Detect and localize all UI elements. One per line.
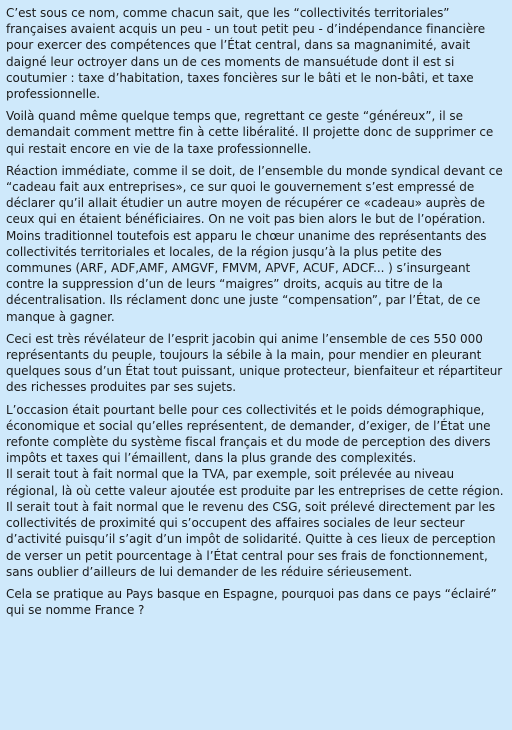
- paragraph-state-intent: Voilà quand même quelque temps que, regrettant ce geste “généreux”, il se demandait comment mettre fin à cette libéralité. Il projette donc de supprimer ce qui restait encore en vie de la taxe professionnelle.: [6, 109, 494, 156]
- paragraph-tax-origin: C’est sous ce nom, comme chacun sait, que les “collectivités territoriales” françaises avaient acquis un peu - un tout petit peu - d’indépendance financière pour exercer des compétences que l’État central, dans sa magnanimité, avait daigné leur octroyer dans un de ces moments de mansuétude dont il est si coutumier : taxe d’habitation, taxes foncières sur le bâti et le non-bâti, et taxe professionnelle.: [6, 6, 486, 102]
- paragraph-basque-example: Cela se pratique au Pays basque en Espagne, pourquoi pas dans ce pays “éclairé” qui se nomme France ?: [6, 586, 497, 618]
- paragraph-regional-tva: Il serait tout à fait normal que la TVA, par exemple, soit prélevée au niveau régional, là où cette valeur ajoutée est produite par les entreprises de cette région. Il serait tout à fait normal que le revenu des CSG, soit prélevé directement par les collectivités de proximité qui s’occupent des affaires sociales de leur secteur d’activité puisqu’il s’agit d’un impôt de solidarité. Quitte à ces lieux de perception de verser un petit pourcentage à l’État central pour ses frais de fonctionnement, sans oublier d’ailleurs de lui demander de les réduire sérieusement.: [6, 467, 504, 579]
- paragraph-jacobin-spirit: Ceci est très révélateur de l’esprit jacobin qui anime l’ensemble de ces 550 000 représentants du peuple, toujours la sébile à la main, pour mendier en pleurant quelques sous d’un État tout puissant, unique protecteur, bienfaiteur et répartiteur des richesses produites par ses sujets.: [6, 331, 503, 395]
- paragraph-union-reaction: Réaction immédiate, comme il se doit, de l’ensemble du monde syndical devant ce “cadeau fait aux entreprises», ce sur quoi le gouvernement s’est empressé de déclarer qu’il allait étudier un autre moyen de récupérer ce «cadeau» auprès de ceux qui en étaient bénéficiaires. On ne voit pas bien alors le but de l’opération.: [6, 163, 503, 227]
- paragraph-local-representatives: Moins traditionnel toutefois est apparu le chœur unanime des représentants des collectivités territoriales et locales, de la région jusqu’à la plus petite des communes (ARF, ADF,AMF, AMGVF, FMVM, APVF, ACUF, ADCF... ) s’insurgeant contre la suppression d’un de leurs “maigres” droits, acquis au titre de la décentralisation. Ils réclament donc une juste “compensation”, par l’État, de ce manque à gagner.: [6, 228, 487, 324]
- paragraph-fiscal-reform: L’occasion était pourtant belle pour ces collectivités et le poids démographique, économique et social qu’elles représentent, de demander, d’exiger, de l’État une refonte complète du système fiscal français et du mode de perception des divers impôts et taxes qui l’émaillent, dans la plus grande des complexités.: [6, 402, 491, 466]
